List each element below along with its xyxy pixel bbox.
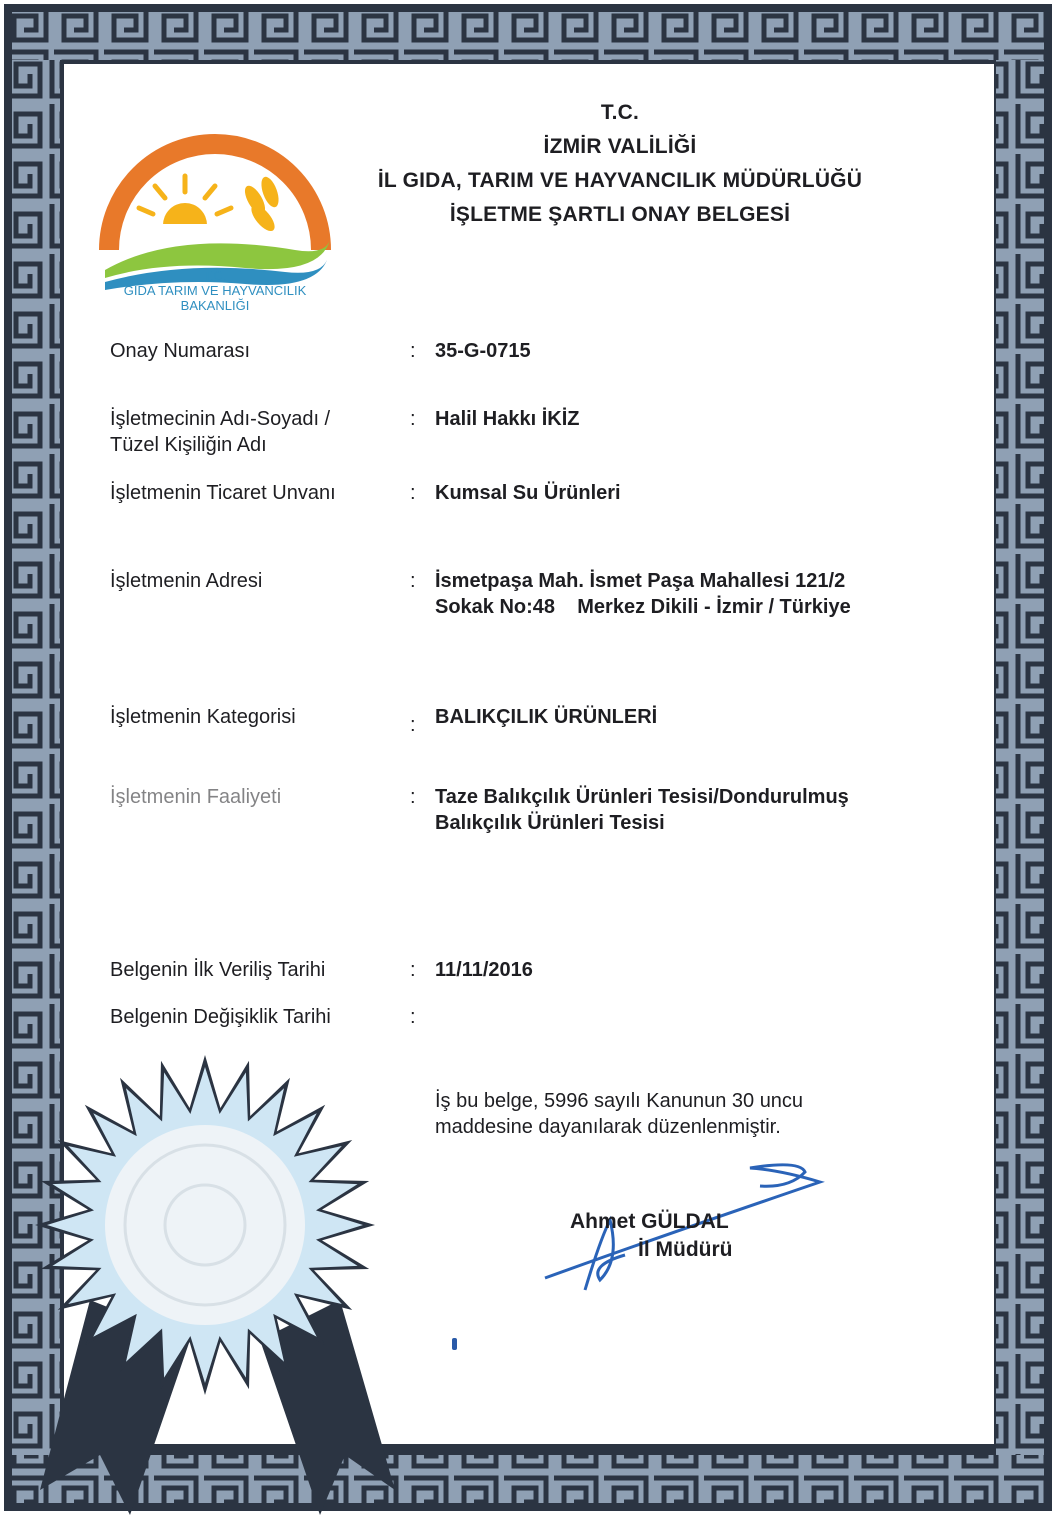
header-line-2: İZMİR VALİLİĞİ [543, 135, 697, 158]
header-line-3: İL GIDA, TARIM VE HAYVANCILIK MÜDÜRLÜĞÜ [377, 169, 863, 192]
field-label: Belgenin İlk Veriliş Tarihi [110, 959, 326, 981]
field-value: BALIKÇILIK ÜRÜNLERİ [435, 706, 658, 728]
field-colon: : [410, 408, 416, 430]
field-value: 11/11/2016 [435, 959, 533, 981]
field-label: Onay Numarası [110, 340, 251, 362]
signatory-title: İl Müdürü [638, 1238, 733, 1261]
logo-line-3: BAKANLIĞI [180, 298, 250, 313]
field-label: İşletmenin Faaliyeti [110, 786, 282, 808]
field-colon: : [410, 340, 416, 362]
ink-mark [452, 1338, 457, 1350]
field-value: 35-G-0715 [435, 340, 531, 362]
field-colon: : [410, 786, 416, 808]
field-label: İşletmenin Kategorisi [110, 706, 296, 728]
field-value: İsmetpaşa Mah. İsmet Paşa Mahallesi 121/2 Sokak No:48 Merkez Dikili - İzmir / Türkiye [435, 570, 851, 618]
field-colon: : [410, 482, 416, 504]
field-value: Halil Hakkı İKİZ [435, 408, 580, 430]
legal-note: İş bu belge, 5996 sayılı Kanunun 30 uncu maddesine dayanılarak düzenlenmiştir. [435, 1090, 804, 1138]
logo-caption [100, 268, 330, 313]
signatory-name: Ahmet GÜLDAL [570, 1210, 729, 1233]
field-colon: : [410, 714, 416, 736]
field-label: İşletmenin Adresi [110, 570, 263, 592]
logo-line-1: T.C. [203, 268, 227, 283]
field-label: İşletmecinin Adı-Soyadı / Tüzel Kişiliğin Adı [110, 408, 331, 456]
logo-line-2: GIDA TARIM VE HAYVANCILIK [123, 283, 307, 298]
header-line-1: T.C. [600, 101, 640, 124]
field-colon: : [410, 1006, 416, 1028]
field-colon: : [410, 959, 416, 981]
field-label: İşletmenin Ticaret Unvanı [110, 482, 336, 504]
field-value: Kumsal Su Ürünleri [435, 482, 621, 504]
field-colon: : [410, 570, 416, 592]
rosette-seal [20, 1050, 400, 1520]
field-label: Belgenin Değişiklik Tarihi [110, 1006, 331, 1028]
signature-block [570, 1208, 830, 1264]
certificate-header [350, 96, 890, 232]
header-line-4: İŞLETME ŞARTLI ONAY BELGESİ [449, 203, 791, 226]
field-value: Taze Balıkçılık Ürünleri Tesisi/Dondurulmuş Balıkçılık Ürünleri Tesisi [435, 786, 849, 834]
